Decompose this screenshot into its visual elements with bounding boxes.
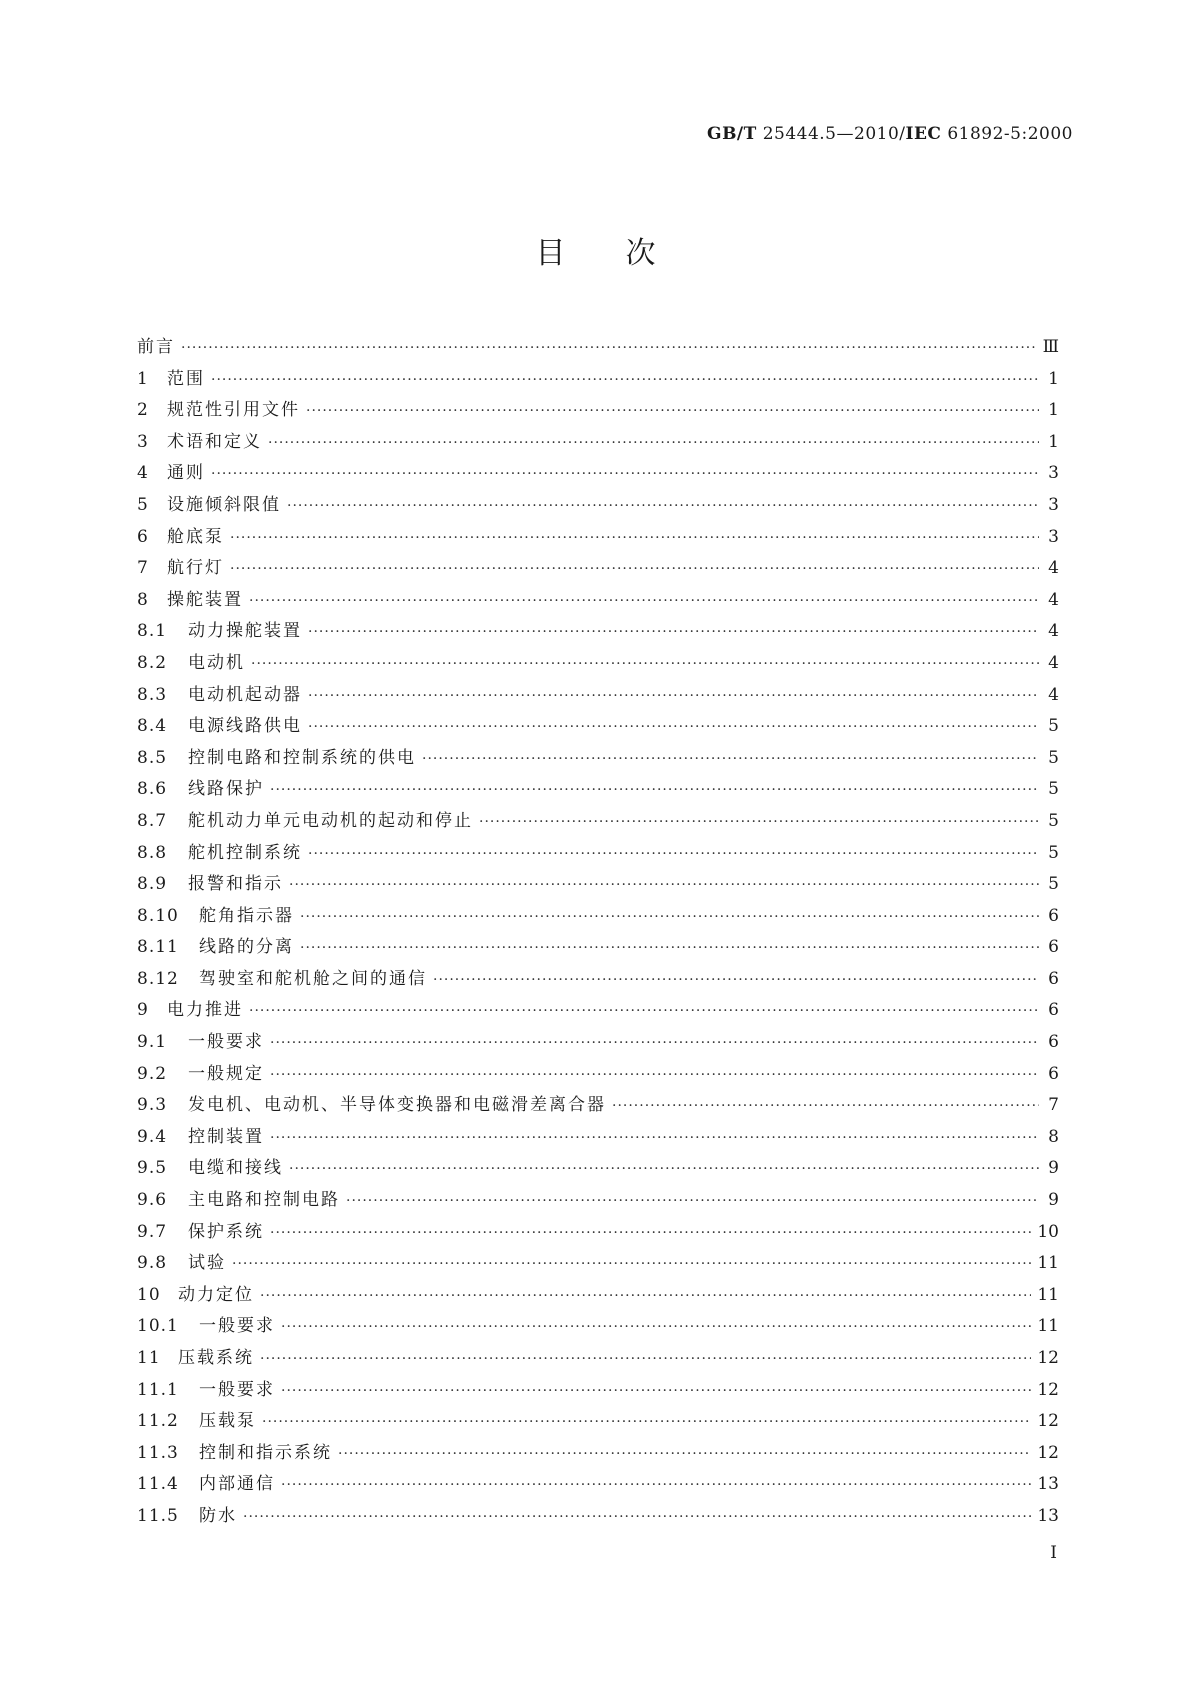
toc-entry-page: 3 — [1048, 463, 1059, 484]
toc-entry-number: 4 — [137, 463, 149, 484]
toc-leader-dots — [338, 1446, 1031, 1462]
toc-entry[interactable] — [137, 1153, 1059, 1185]
toc-leader-dots — [300, 940, 1039, 956]
page-number: I — [1050, 1543, 1057, 1563]
toc-entry-number: 9.5 — [137, 1158, 168, 1179]
toc-entry-label: 主电路和控制电路 — [188, 1190, 340, 1211]
toc-entry[interactable] — [137, 1501, 1059, 1533]
toc-entry-page: 11 — [1037, 1253, 1059, 1274]
toc-entry[interactable] — [137, 995, 1059, 1027]
toc-entry-label: 操舵装置 — [167, 589, 243, 610]
toc-entry-page: 6 — [1048, 905, 1059, 926]
toc-leader-dots — [230, 561, 1039, 577]
toc-entry-number: 9.1 — [137, 1032, 168, 1053]
toc-entry-number: 8.11 — [137, 937, 179, 958]
toc-entry[interactable] — [137, 427, 1059, 459]
toc-entry-label: 报警和指示 — [188, 874, 283, 895]
toc-entry[interactable] — [137, 522, 1059, 554]
toc-entry[interactable] — [137, 1311, 1059, 1343]
toc-leader-dots — [289, 877, 1039, 893]
toc-entry-page: 5 — [1048, 810, 1059, 831]
toc-entry-label: 动力定位 — [178, 1284, 254, 1305]
toc-entry-page: 4 — [1048, 558, 1059, 579]
toc-entry[interactable] — [137, 364, 1059, 396]
toc-entry[interactable] — [137, 1185, 1059, 1217]
toc-entry[interactable] — [137, 806, 1059, 838]
toc-entry-number: 8.5 — [137, 747, 168, 768]
toc-entry-number: 11 — [137, 1348, 161, 1368]
toc-entry-page: 3 — [1048, 526, 1059, 547]
toc-entry-label: 保护系统 — [188, 1221, 264, 1242]
toc-entry-label: 电源线路供电 — [188, 716, 302, 737]
toc-entry-number: 9.4 — [137, 1126, 168, 1147]
toc-entry-number: 6 — [137, 526, 149, 547]
toc-entry-number: 8.2 — [137, 652, 168, 673]
toc-entry-page: 12 — [1037, 1411, 1059, 1432]
toc-entry-number: 11.5 — [137, 1505, 179, 1526]
toc-entry-page: 5 — [1048, 716, 1059, 737]
table-of-contents — [137, 332, 1059, 1533]
toc-entry-label: 范围 — [167, 368, 205, 389]
toc-entry[interactable] — [137, 616, 1059, 648]
toc-entry-number: 11.2 — [137, 1411, 179, 1432]
toc-entry-label: 舵机控制系统 — [188, 842, 302, 863]
toc-entry-label: 防水 — [199, 1505, 237, 1526]
toc-entry-page: 5 — [1048, 747, 1059, 768]
toc-entry[interactable] — [137, 490, 1059, 522]
toc-entry[interactable] — [137, 1217, 1059, 1249]
toc-leader-dots — [211, 372, 1039, 388]
toc-entry-label: 舱底泵 — [167, 526, 224, 547]
toc-entry-label: 动力操舵装置 — [188, 621, 302, 642]
toc-entry-label: 舵机动力单元电动机的起动和停止 — [188, 810, 473, 831]
toc-entry-label: 一般规定 — [188, 1063, 264, 1084]
toc-entry-label: 一般要求 — [199, 1379, 275, 1400]
toc-leader-dots — [281, 1319, 1031, 1335]
toc-entry-number: 5 — [137, 494, 149, 515]
toc-entry[interactable] — [137, 1343, 1059, 1375]
toc-entry-label: 电动机 — [188, 652, 245, 673]
toc-entry-page: 9 — [1048, 1190, 1059, 1211]
toc-entry[interactable] — [137, 964, 1059, 996]
toc-leader-dots — [612, 1098, 1039, 1114]
toc-entry-number: 8.12 — [137, 968, 179, 989]
toc-entry[interactable] — [137, 1027, 1059, 1059]
toc-entry-number: 1 — [137, 368, 149, 389]
toc-entry[interactable] — [137, 1122, 1059, 1154]
page-title: 目次 — [535, 236, 716, 271]
toc-leader-dots — [181, 340, 1037, 356]
toc-entry-label: 压载系统 — [178, 1348, 254, 1368]
toc-leader-dots — [308, 688, 1039, 704]
toc-entry[interactable] — [137, 458, 1059, 490]
toc-entry[interactable] — [137, 1406, 1059, 1438]
toc-entry-number: 9.7 — [137, 1221, 168, 1242]
toc-entry-label: 驾驶室和舵机舱之间的通信 — [199, 968, 427, 989]
toc-entry-page: 4 — [1048, 684, 1059, 705]
toc-leader-dots — [308, 846, 1039, 862]
toc-entry-label: 规范性引用文件 — [167, 400, 300, 421]
standard-code-suffix: 61892-5:2000 — [941, 124, 1073, 144]
toc-entry[interactable] — [137, 648, 1059, 680]
toc-entry-number: 8.6 — [137, 779, 168, 800]
toc-entry-number: 10 — [137, 1284, 161, 1305]
toc-entry-page: 1 — [1048, 400, 1059, 421]
toc-leader-dots — [281, 1383, 1031, 1399]
toc-entry[interactable] — [137, 585, 1059, 617]
toc-entry-number: 9.3 — [137, 1095, 168, 1116]
toc-entry-label: 压载泵 — [199, 1411, 256, 1432]
toc-entry-page: 8 — [1048, 1126, 1059, 1147]
toc-entry-label: 电力推进 — [167, 1000, 243, 1021]
toc-entry[interactable] — [137, 901, 1059, 933]
toc-entry[interactable] — [137, 838, 1059, 870]
toc-entry-number: 9.2 — [137, 1063, 168, 1084]
toc-entry[interactable] — [137, 332, 1059, 364]
toc-entry-label: 电动机起动器 — [188, 684, 302, 705]
toc-entry-number: 8.4 — [137, 716, 168, 737]
toc-leader-dots — [260, 1351, 1031, 1367]
toc-entry[interactable] — [137, 711, 1059, 743]
toc-entry-page: 4 — [1048, 621, 1059, 642]
toc-entry-label: 一般要求 — [199, 1316, 275, 1337]
toc-entry-label: 线路保护 — [188, 779, 264, 800]
toc-leader-dots — [270, 782, 1039, 798]
toc-entry-page: 4 — [1048, 589, 1059, 610]
toc-entry-page: 1 — [1048, 368, 1059, 389]
toc-entry[interactable] — [137, 869, 1059, 901]
toc-entry-number: 3 — [137, 431, 149, 452]
toc-leader-dots — [262, 1414, 1031, 1430]
toc-leader-dots — [270, 1130, 1039, 1146]
toc-entry[interactable] — [137, 743, 1059, 775]
toc-entry-page: 5 — [1048, 779, 1059, 800]
toc-entry-number: 9.6 — [137, 1190, 168, 1211]
toc-entry-label: 控制电路和控制系统的供电 — [188, 747, 416, 768]
standard-code-main: 25444.5—2010/ — [756, 124, 906, 144]
toc-entry-page: 11 — [1037, 1284, 1059, 1305]
toc-entry-number: 2 — [137, 400, 149, 421]
toc-entry-page: 6 — [1048, 1000, 1059, 1021]
toc-leader-dots — [232, 1256, 1031, 1272]
toc-entry[interactable] — [137, 1375, 1059, 1407]
toc-leader-dots — [270, 1225, 1031, 1241]
toc-entry-number: 11.3 — [137, 1442, 179, 1463]
toc-entry-number: 8.7 — [137, 810, 168, 831]
toc-entry-label: 通则 — [167, 463, 205, 484]
toc-entry-number: 11.1 — [137, 1379, 179, 1400]
toc-entry-page: 3 — [1048, 494, 1059, 515]
toc-entry-label: 航行灯 — [167, 558, 224, 579]
toc-entry-number: 7 — [137, 558, 149, 579]
toc-leader-dots — [230, 530, 1039, 546]
toc-leader-dots — [268, 435, 1039, 451]
toc-entry[interactable] — [137, 1248, 1059, 1280]
toc-entry-page: 6 — [1048, 937, 1059, 958]
toc-leader-dots — [422, 751, 1039, 767]
toc-entry-label: 发电机、电动机、半导体变换器和电磁滑差离合器 — [188, 1095, 606, 1116]
toc-entry-page: 13 — [1037, 1505, 1059, 1526]
toc-leader-dots — [249, 1003, 1039, 1019]
toc-entry-label: 控制装置 — [188, 1126, 264, 1147]
toc-entry-page: 10 — [1037, 1221, 1059, 1242]
toc-entry-page: 1 — [1048, 431, 1059, 452]
toc-entry-page: 6 — [1048, 1032, 1059, 1053]
toc-entry-number: 8.10 — [137, 905, 179, 926]
toc-leader-dots — [270, 1067, 1039, 1083]
toc-entry-number: 9.8 — [137, 1253, 168, 1274]
toc-leader-dots — [243, 1509, 1031, 1525]
standard-code-prefix: GB/T — [707, 124, 757, 144]
toc-entry-number: 8.9 — [137, 874, 168, 895]
toc-entry-number: 8 — [137, 589, 149, 610]
toc-entry[interactable] — [137, 1438, 1059, 1470]
toc-leader-dots — [281, 1477, 1031, 1493]
toc-leader-dots — [249, 593, 1039, 609]
toc-leader-dots — [287, 498, 1039, 514]
toc-entry-page: 13 — [1037, 1474, 1059, 1495]
toc-entry-page: 4 — [1048, 652, 1059, 673]
toc-leader-dots — [211, 466, 1039, 482]
toc-entry[interactable] — [137, 395, 1059, 427]
toc-entry-page: 6 — [1048, 1063, 1059, 1084]
toc-entry-label: 术语和定义 — [167, 431, 262, 452]
toc-entry[interactable] — [137, 1059, 1059, 1091]
toc-entry-label: 控制和指示系统 — [199, 1442, 332, 1463]
toc-leader-dots — [270, 1035, 1039, 1051]
toc-entry-page: 9 — [1048, 1158, 1059, 1179]
toc-entry-page: Ⅲ — [1042, 337, 1059, 357]
toc-entry-number: 9 — [137, 1000, 149, 1021]
toc-entry-number: 8.3 — [137, 684, 168, 705]
toc-leader-dots — [260, 1288, 1031, 1304]
toc-entry[interactable] — [137, 774, 1059, 806]
toc-leader-dots — [306, 403, 1039, 419]
toc-entry[interactable] — [137, 932, 1059, 964]
toc-entry-page: 7 — [1048, 1095, 1059, 1116]
toc-leader-dots — [433, 972, 1039, 988]
toc-entry-number: 10.1 — [137, 1316, 179, 1337]
toc-entry-label: 一般要求 — [188, 1032, 264, 1053]
toc-entry-number: 11.4 — [137, 1474, 179, 1495]
toc-entry-page: 12 — [1037, 1442, 1059, 1463]
toc-entry-page: 12 — [1037, 1379, 1059, 1400]
toc-leader-dots — [289, 1161, 1039, 1177]
toc-entry-page: 5 — [1048, 874, 1059, 895]
toc-entry-number: 8.1 — [137, 621, 168, 642]
toc-entry[interactable] — [137, 1280, 1059, 1312]
toc-leader-dots — [308, 624, 1039, 640]
toc-leader-dots — [346, 1193, 1039, 1209]
toc-entry-label: 内部通信 — [199, 1474, 275, 1495]
toc-leader-dots — [251, 656, 1039, 672]
toc-entry-label: 试验 — [188, 1253, 226, 1274]
toc-entry[interactable] — [137, 553, 1059, 585]
toc-entry-page: 6 — [1048, 968, 1059, 989]
toc-entry-label: 舵角指示器 — [199, 905, 294, 926]
toc-entry-label: 电缆和接线 — [188, 1158, 283, 1179]
toc-entry-number: 8.8 — [137, 842, 168, 863]
toc-entry[interactable] — [137, 680, 1059, 712]
toc-entry[interactable] — [137, 1469, 1059, 1501]
standard-code — [707, 124, 1073, 144]
standard-code-iec: IEC — [905, 124, 942, 144]
toc-leader-dots — [308, 719, 1039, 735]
toc-entry-page: 5 — [1048, 842, 1059, 863]
toc-leader-dots — [479, 814, 1039, 830]
toc-entry-label: 设施倾斜限值 — [167, 494, 281, 515]
toc-leader-dots — [300, 909, 1039, 925]
toc-entry-page: 11 — [1037, 1316, 1059, 1337]
toc-entry-page: 12 — [1037, 1348, 1059, 1368]
toc-entry-label: 线路的分离 — [199, 937, 294, 958]
toc-entry-label: 前言 — [137, 337, 175, 357]
toc-entry[interactable] — [137, 1090, 1059, 1122]
